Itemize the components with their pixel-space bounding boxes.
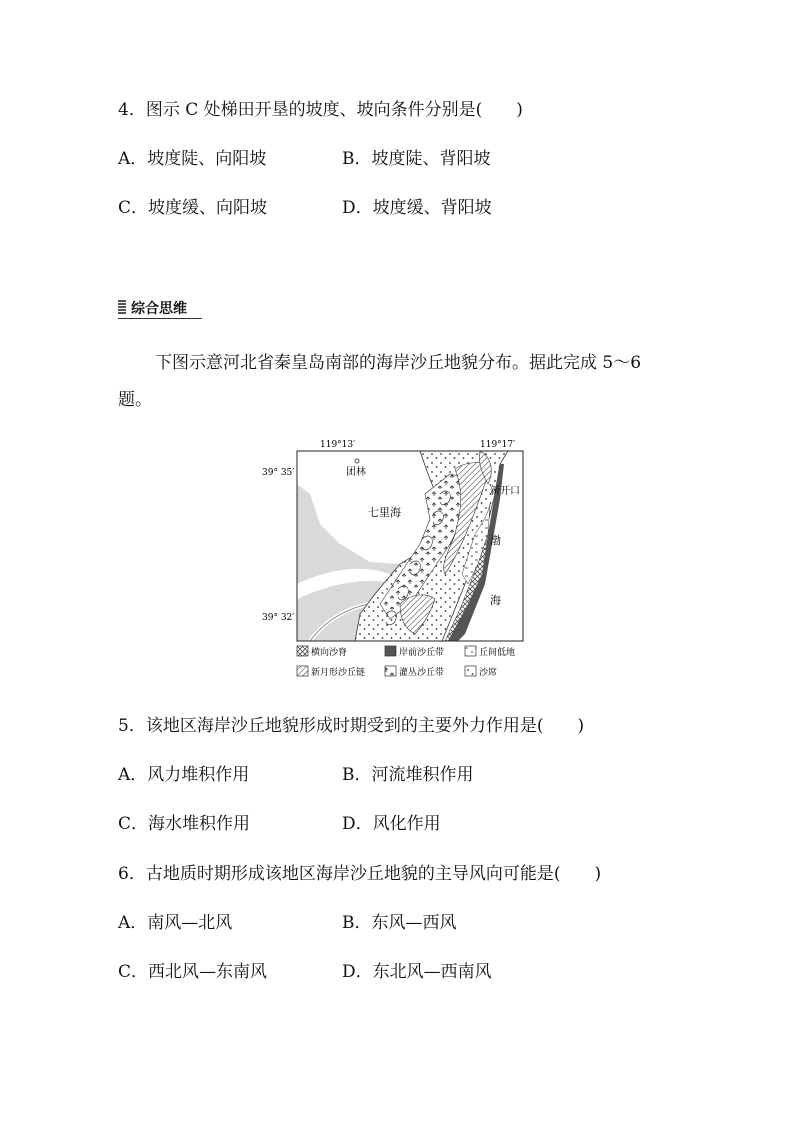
legend-swatch-shrub — [385, 666, 396, 676]
latitude-top: 39° 35′ — [262, 468, 295, 478]
legend-swatch-transverse-ridge — [297, 646, 308, 656]
q4-option-a: A．坡度陡、向阳坡 — [118, 149, 267, 169]
longitude-right: 119°17′ — [480, 440, 516, 450]
q5-option-b: B．河流堆积作用 — [342, 765, 474, 785]
legend-swatch-barchan — [297, 666, 308, 676]
legend-label-4: 新月形沙丘链 — [311, 668, 366, 678]
latitude-bottom: 39° 32′ — [262, 613, 295, 623]
legend-label-1: 横向沙脊 — [311, 648, 348, 658]
q5-option-c: C．海水堆积作用 — [118, 814, 251, 834]
question-4-stem: 4．图示 C 处梯田开垦的坡度、坡向条件分别是( ) — [118, 100, 523, 120]
place-qilihai: 七里海 — [368, 506, 401, 519]
q6-option-d: D．东北风—西南风 — [342, 962, 492, 982]
legend-label-5: 灌丛沙丘带 — [399, 668, 445, 678]
legend-swatch-interdune — [465, 646, 476, 656]
q6-option-a: A．南风—北风 — [118, 913, 233, 933]
q5-option-d: D．风化作用 — [342, 814, 441, 834]
q6-option-b: B．东风—西风 — [342, 913, 457, 933]
section-header — [118, 298, 202, 319]
sea-label-hai: 海 — [490, 594, 501, 607]
question-5-stem: 5．该地区海岸沙丘地貌形成时期受到的主要外力作用是( ) — [118, 716, 585, 736]
q4-option-b: B．坡度陡、背阳坡 — [342, 149, 491, 169]
legend-label-2: 岸前沙丘带 — [399, 648, 445, 658]
legend-swatch-sand-sheet — [465, 666, 476, 676]
legend-swatch-foredune — [385, 646, 396, 656]
intro-line-1: 下图示意河北省秦皇岛南部的海岸沙丘地貌分布。据此完成 5～6 — [155, 353, 642, 373]
coastal-dune-map — [250, 434, 540, 684]
q4-option-c: C．坡度缓、向阳坡 — [118, 198, 268, 218]
place-tuanlin: 团林 — [346, 467, 366, 478]
section-title: 综合思维 — [131, 301, 187, 317]
sea-label-bo: 渤 — [490, 534, 501, 547]
place-xinkaikou: 新开口 — [490, 486, 520, 497]
intro-line-2: 题。 — [118, 390, 152, 410]
legend-label-6: 沙席 — [479, 668, 498, 678]
q5-option-a: A．风力堆积作用 — [118, 765, 250, 785]
legend-label-3: 丘间低地 — [479, 648, 516, 658]
q6-option-c: C．西北风—东南风 — [118, 962, 268, 982]
question-6-stem: 6．古地质时期形成该地区海岸沙丘地貌的主导风向可能是( ) — [118, 864, 602, 884]
section-bar-icon — [118, 300, 126, 315]
q4-option-d: D．坡度缓、背阳坡 — [342, 198, 492, 218]
longitude-left: 119°13′ — [320, 440, 356, 450]
